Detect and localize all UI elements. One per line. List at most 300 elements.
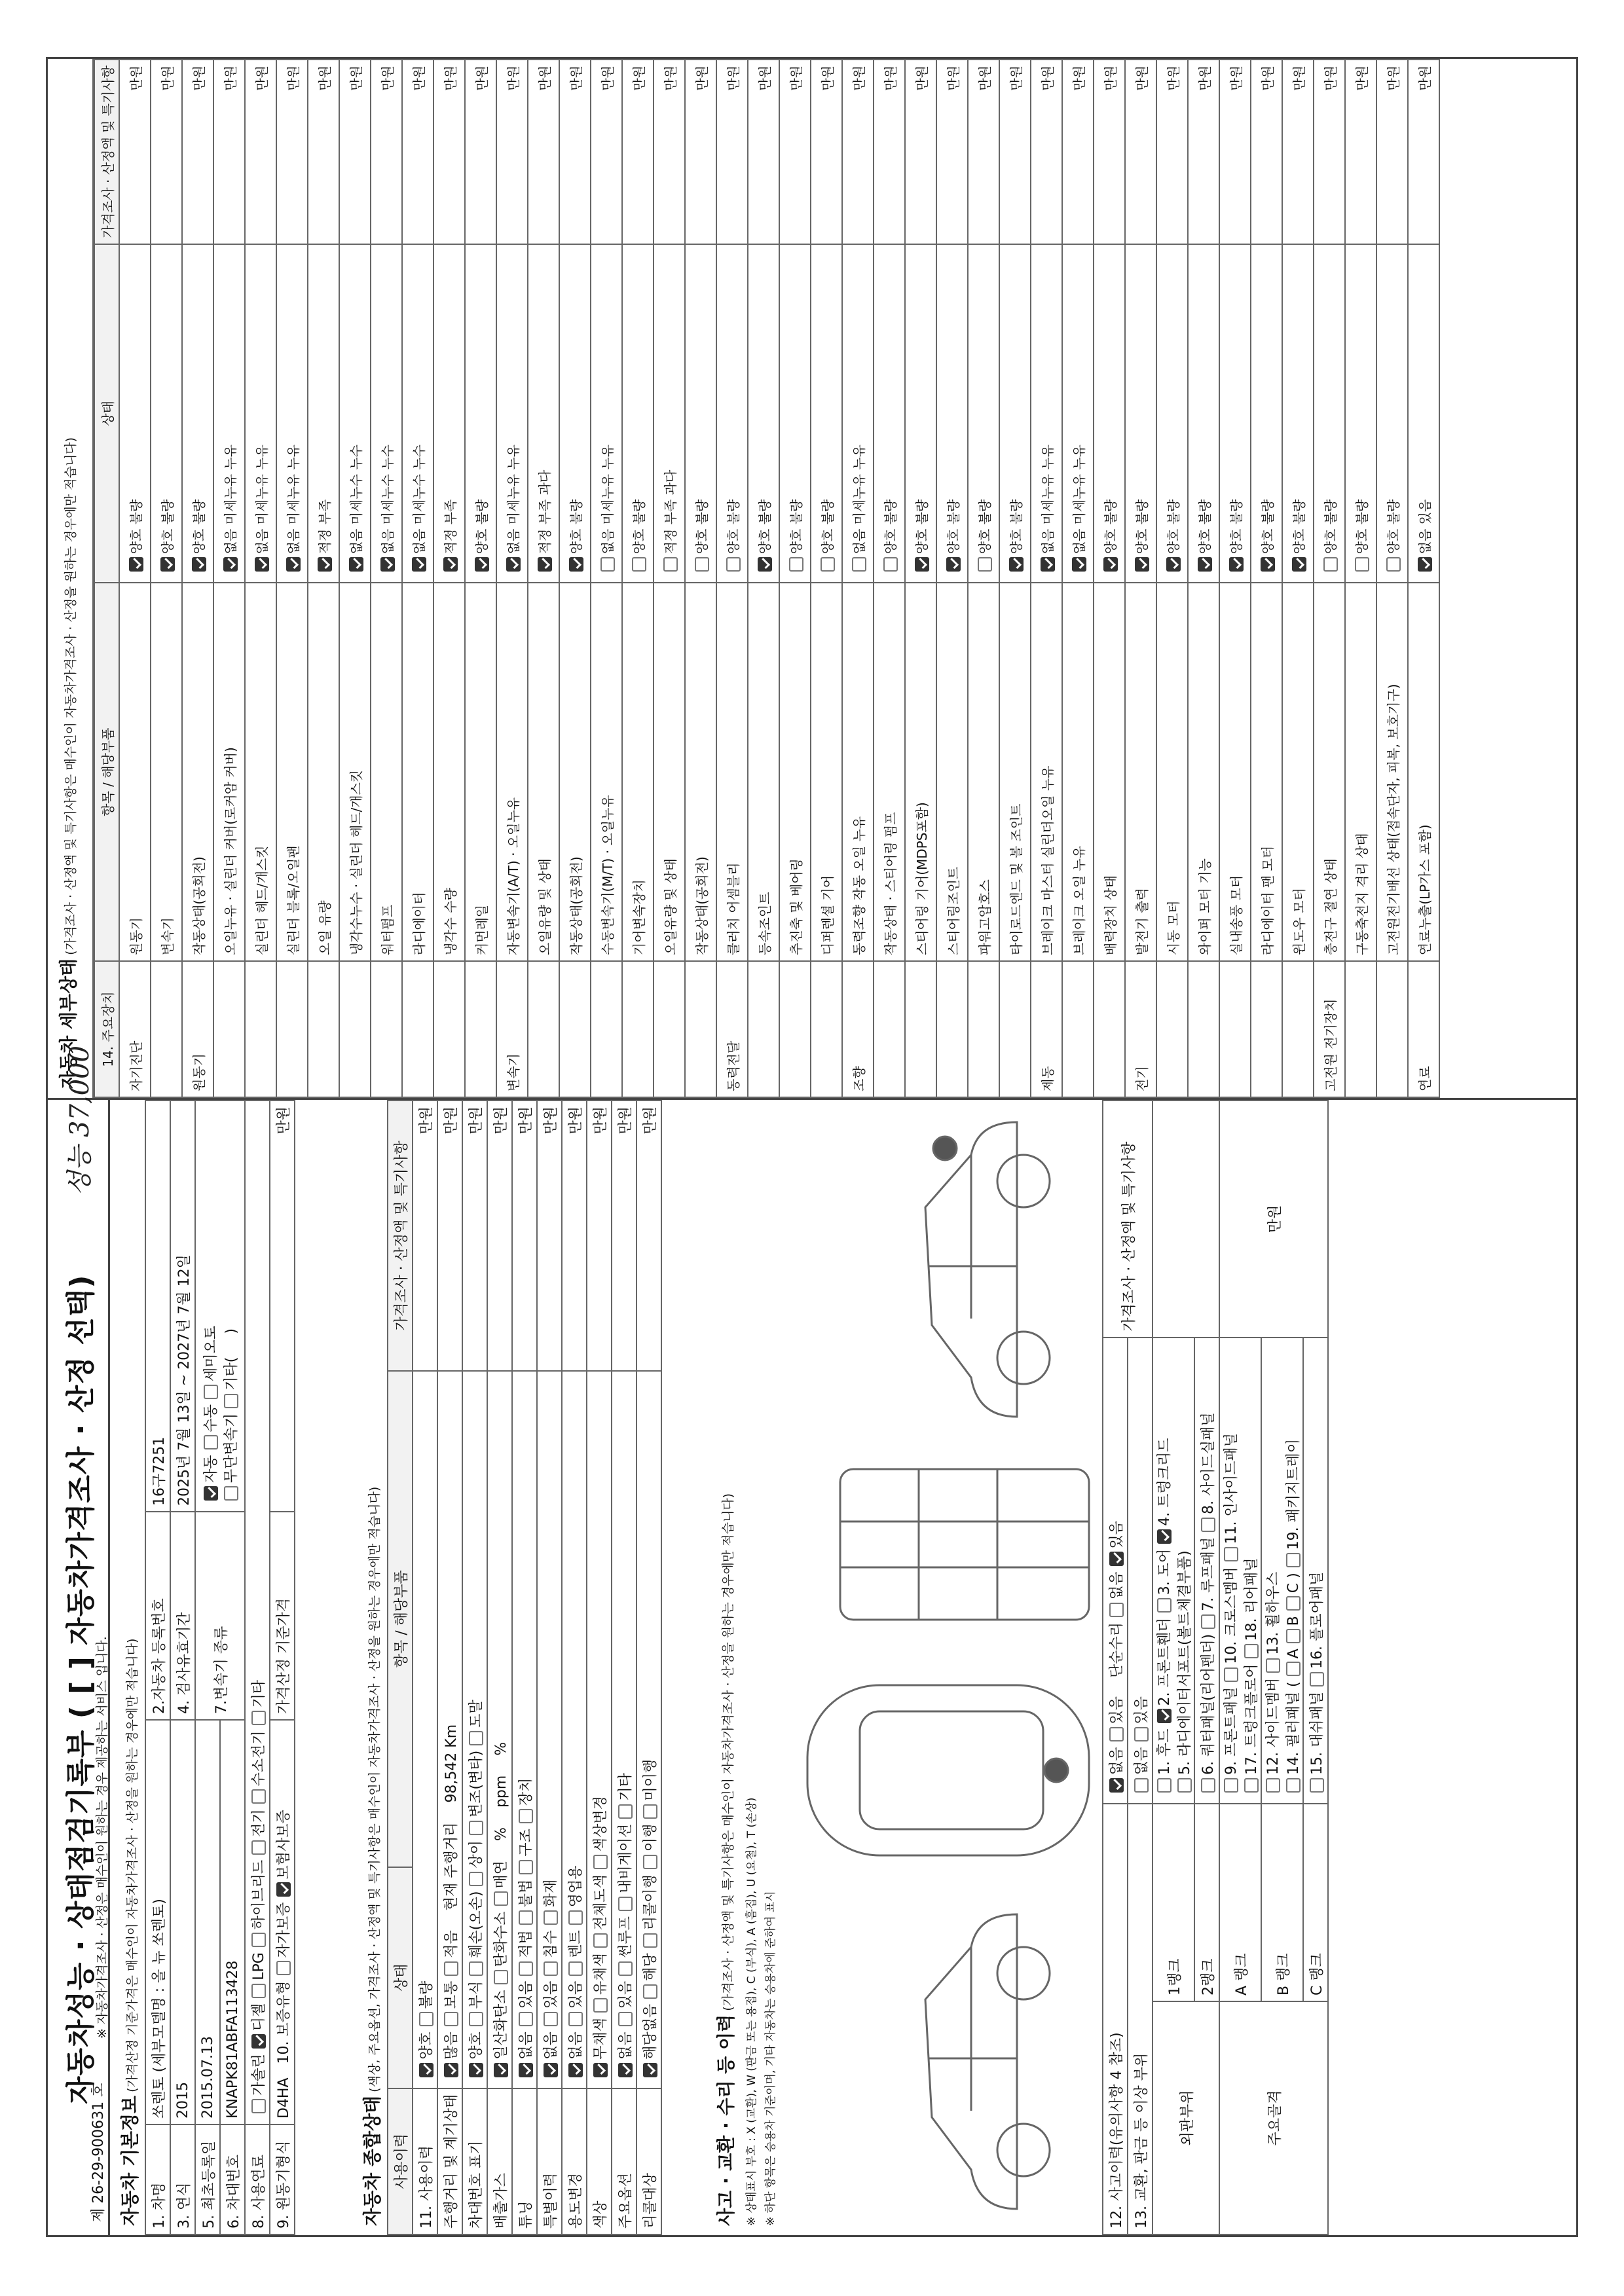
label-vin: 6. 차대번호: [220, 2124, 245, 2234]
label-year: 3. 연식: [170, 2124, 195, 2234]
rankC-parts: [1303, 1338, 1328, 1804]
checkbox-self-warranty[interactable]: [276, 1961, 291, 1975]
checkbox-detail[interactable]: [286, 557, 301, 572]
detail-row: [151, 60, 182, 1097]
fuel-options: [245, 1101, 270, 2124]
detail-unit: 만원: [1156, 60, 1188, 244]
detail-col-price: 가격조사 · 산정액 및 특기사항: [94, 60, 119, 244]
detail-item: 브레이크 오일 누유: [1062, 583, 1094, 961]
overall-row-unit: 만원: [487, 1101, 512, 1371]
checkbox-p15[interactable]: [1310, 1778, 1324, 1793]
detail-group: [1345, 961, 1376, 1097]
checkbox-detail[interactable]: [318, 557, 332, 572]
overall-row: [562, 1101, 587, 2234]
overall-row-options: [562, 1371, 587, 2088]
checkbox-manual[interactable]: [204, 1435, 218, 1449]
checkbox-q12-none[interactable]: [1109, 1778, 1124, 1793]
overall-row-unit: 만원: [537, 1101, 562, 1371]
detail-row: [1062, 60, 1094, 1097]
detail-row: [434, 60, 465, 1097]
p1: 1. 후드: [1156, 1728, 1173, 1775]
field-val: 98,542 Km: [443, 1724, 460, 1803]
detail-unit: 만원: [1188, 60, 1219, 244]
checkbox-detail[interactable]: [412, 557, 426, 572]
detail-group: [1188, 961, 1219, 1097]
detail-state-options: 양호 불량: [1134, 499, 1150, 555]
option-o4: 불법: [517, 1879, 534, 1908]
checkbox-p19[interactable]: [1286, 1553, 1301, 1567]
checkbox-p10[interactable]: [1224, 1667, 1238, 1682]
checkbox-o3[interactable]: [519, 1961, 533, 1976]
checkbox-p13[interactable]: [1266, 1658, 1280, 1673]
checkbox-o2[interactable]: [469, 2012, 483, 2026]
checkbox-o2[interactable]: [544, 2012, 558, 2026]
detail-state-options: 없음 미세누유 누유: [599, 445, 616, 555]
overall-row-options: [437, 1371, 462, 2088]
checkbox-p17[interactable]: [1244, 1778, 1259, 1793]
checkbox-simple-some[interactable]: [1109, 1552, 1124, 1566]
checkbox-detail[interactable]: [1041, 557, 1055, 572]
overall-row-options: [512, 1371, 537, 2088]
q13-answer: [1128, 1338, 1153, 1804]
checkbox-gasoline[interactable]: [251, 2099, 266, 2113]
detail-state-options: 양호 불량: [473, 499, 490, 555]
option-o2: 부식: [468, 1980, 485, 2009]
overall-row-options: [637, 1371, 661, 2088]
checkbox-o3[interactable]: [469, 1961, 483, 1976]
checkbox-o1[interactable]: [593, 2063, 608, 2077]
overall-row-unit: 만원: [637, 1101, 661, 1371]
option-o2: 있음: [517, 1980, 534, 2009]
checkbox-o1[interactable]: [444, 2063, 458, 2077]
detail-col-item: 항목 / 해당부품: [94, 583, 119, 961]
detail-state-options: 없음 미세누수 누수: [379, 445, 396, 555]
detail-item: 연료누출(LP가스 포함): [1408, 583, 1439, 961]
checkbox-detail[interactable]: [946, 557, 961, 572]
checkbox-o3[interactable]: [593, 1933, 608, 1948]
checkbox-simple-none[interactable]: [1109, 1603, 1124, 1617]
checkbox-o3[interactable]: [544, 1961, 558, 1976]
checkbox-o2[interactable]: [494, 1970, 508, 1984]
rankA: A 랭크: [1219, 1804, 1261, 2001]
detail-row: [591, 60, 622, 1097]
detail-state: [528, 244, 559, 583]
checkbox-fuel-other[interactable]: [251, 1711, 266, 1725]
checkbox-detail[interactable]: [255, 557, 269, 572]
option-o4: 내비게이션: [617, 1823, 634, 1893]
detail-group: [213, 961, 245, 1097]
overall-row: [612, 1101, 637, 2234]
detail-row: [874, 60, 905, 1097]
pc: C ): [1285, 1573, 1302, 1594]
checkbox-o5[interactable]: [643, 1804, 657, 1819]
detail-unit: 만원: [968, 60, 999, 244]
checkbox-o2[interactable]: [519, 2012, 533, 2026]
checkbox-detail[interactable]: [569, 557, 583, 572]
checkbox-detail[interactable]: [1261, 557, 1275, 572]
legend-note: ※ 하단 항목은 승용차 기준이며, 기타 자동차는 승용차에 준하여 표시: [764, 1891, 777, 2226]
detail-item: 오일유량 및 상태: [528, 583, 559, 961]
checkbox-p9[interactable]: [1224, 1778, 1238, 1793]
checkbox-detail[interactable]: [758, 557, 772, 572]
detail-unit: 만원: [685, 60, 716, 244]
checkbox-detail[interactable]: [1072, 557, 1086, 572]
detail-state: [1094, 244, 1125, 583]
checkbox-detail[interactable]: [1323, 557, 1338, 572]
checkbox-detail[interactable]: [600, 557, 615, 572]
checkbox-hydrogen[interactable]: [251, 1789, 266, 1804]
checkbox-diesel[interactable]: [251, 2034, 266, 2049]
checkbox-detail[interactable]: [852, 557, 866, 572]
detail-unit: 만원: [308, 60, 339, 244]
checkbox-detail[interactable]: [129, 557, 143, 572]
checkbox-o3[interactable]: [643, 1933, 657, 1948]
detail-item: 커먼레일: [465, 583, 496, 961]
detail-unit: 만원: [1282, 60, 1314, 244]
detail-item: 브레이크 마스터 실린더오일 누유: [1031, 583, 1062, 961]
overall-row: [487, 1101, 512, 2234]
car-name: 쏘렌토 (세부모델명 : 올 뉴 쏘렌토): [145, 1720, 170, 2124]
accident-heading: 사고 · 교환 · 수리 등 이력: [715, 2014, 737, 2226]
q12-label: 12. 사고이력(유의사항 4 참조): [1103, 1804, 1128, 2234]
detail-item: 냉각수 수량: [434, 583, 465, 961]
checkbox-o5[interactable]: [469, 1821, 483, 1835]
detail-item: 작동상태 · 스티어링 펌프: [874, 583, 905, 961]
checkbox-o6[interactable]: [519, 1809, 533, 1823]
checkbox-pb[interactable]: [1286, 1629, 1301, 1643]
detail-group: [1282, 961, 1314, 1097]
detail-state: [559, 244, 591, 583]
checkbox-lpg[interactable]: [251, 1984, 266, 1998]
detail-item: 실린더 블록/오일팬: [276, 583, 308, 961]
detail-unit: 만원: [811, 60, 842, 244]
detail-state-options: 양호 불량: [128, 499, 144, 555]
checkbox-p4[interactable]: [1157, 1529, 1172, 1544]
checkbox-o1[interactable]: [618, 2063, 633, 2077]
checkbox-pa[interactable]: [1286, 1662, 1301, 1676]
checkbox-q12-some[interactable]: [1109, 1727, 1124, 1741]
checkbox-pc[interactable]: [1286, 1596, 1301, 1611]
checkbox-p2[interactable]: [1157, 1709, 1172, 1724]
checkbox-detail[interactable]: [380, 557, 395, 572]
overall-row-label: 용도변경: [562, 2088, 587, 2234]
simple-repair: 단순수리: [1108, 1622, 1125, 1678]
detail-unit: 만원: [276, 60, 308, 244]
checkbox-o1[interactable]: [494, 2063, 508, 2077]
overall-row-options: [612, 1371, 637, 2088]
detail-row: [622, 60, 654, 1097]
checkbox-o2[interactable]: [568, 2012, 583, 2026]
base-price-unit: 만원: [270, 1101, 295, 1512]
detail-group: [936, 961, 968, 1097]
detail-item: 타이로드엔드 및 볼 조인트: [999, 583, 1031, 961]
detail-item: 배력장치 상태: [1094, 583, 1125, 961]
option-o4: 색상변경: [592, 1796, 609, 1852]
checkbox-detail[interactable]: [1386, 557, 1401, 572]
option-o3: 전체도색: [592, 1874, 609, 1931]
opt-gasoline: 가솔린: [250, 2054, 267, 2096]
overall-row-label: 특별이력: [537, 2088, 562, 2234]
checkbox-o2[interactable]: [643, 1984, 657, 1999]
checkbox-auto[interactable]: [204, 1486, 218, 1501]
p17: 17. 트렁크플로어: [1244, 1664, 1260, 1775]
p7: 7. 루프패널: [1200, 1537, 1217, 1611]
checkbox-o2[interactable]: [444, 2012, 458, 2026]
checkbox-detail[interactable]: [663, 557, 678, 572]
checkbox-detail[interactable]: [160, 557, 175, 572]
detail-row: [1031, 60, 1062, 1097]
detail-row: [936, 60, 968, 1097]
p3: 3. 도어: [1156, 1548, 1173, 1595]
checkbox-o4[interactable]: [593, 1855, 608, 1869]
checkbox-o1[interactable]: [469, 2063, 483, 2077]
checkbox-p11[interactable]: [1224, 1548, 1238, 1562]
left-panel: [46, 1098, 1578, 2237]
detail-row: [276, 60, 308, 1097]
checkbox-semi[interactable]: [204, 1385, 218, 1399]
option-o5: 미이행: [642, 1758, 659, 1801]
checkbox-p1[interactable]: [1157, 1778, 1172, 1793]
detail-unit: 만원: [999, 60, 1031, 244]
checkbox-o4[interactable]: [568, 1910, 583, 1925]
checkbox-o1[interactable]: [568, 2063, 583, 2077]
option-o2: 있음: [567, 1980, 584, 2009]
checkbox-p16[interactable]: [1310, 1672, 1324, 1686]
overall-row-unit: 만원: [587, 1101, 612, 1371]
detail-row: [1282, 60, 1314, 1097]
checkbox-detail[interactable]: [1166, 557, 1181, 572]
detail-group: 제동: [1031, 961, 1062, 1097]
detail-state: [213, 244, 245, 583]
checkbox-detail[interactable]: [821, 557, 835, 572]
checkbox-o4[interactable]: [544, 1910, 558, 1925]
detail-state-options: 없음 미세누유 누유: [1039, 445, 1056, 555]
overall-row: [637, 1101, 661, 2234]
overall-row-label: 주행거리 및 계기상태: [437, 2088, 462, 2234]
opt-lpg: LPG: [250, 1952, 267, 1980]
overall-row-label: 차대번호 표기: [462, 2088, 487, 2234]
checkbox-electric[interactable]: [251, 1840, 266, 1855]
service-note: ※ 자동차가격조사 · 산정은 매수인이 원하는 경우 제공하는 서비스 입니다.: [95, 1636, 109, 2039]
checkbox-detail[interactable]: [978, 557, 992, 572]
checkbox-detail[interactable]: [506, 557, 521, 572]
checkbox-o2[interactable]: [593, 1998, 608, 2013]
q13-label: 13. 교환, 판금 등 이상 부위: [1128, 1804, 1153, 2234]
detail-unit: 만원: [842, 60, 874, 244]
checkbox-o6[interactable]: [469, 1731, 483, 1745]
detail-group: [685, 961, 716, 1097]
detail-state-options: 없음 미세누수 누수: [411, 445, 427, 555]
p10: 10. 크로스멤버: [1223, 1567, 1240, 1664]
checkbox-detail[interactable]: [1292, 557, 1306, 572]
checkbox-detail[interactable]: [192, 557, 206, 572]
q12-none: 없음: [1108, 1747, 1125, 1775]
checkbox-o3[interactable]: [568, 1961, 583, 1976]
first-reg: 2015.07.13: [195, 1720, 220, 2124]
checkbox-o1[interactable]: [544, 2063, 558, 2077]
detail-state: [1251, 244, 1282, 583]
detail-item: 파워고압호스: [968, 583, 999, 961]
checkbox-o4[interactable]: [643, 1855, 657, 1869]
checkbox-detail[interactable]: [1103, 557, 1118, 572]
rank2: 2랭크: [1194, 1804, 1219, 2001]
option-o4: 이행: [642, 1823, 659, 1852]
checkbox-o1[interactable]: [643, 2063, 657, 2077]
detail-item: 발전기 출력: [1125, 583, 1156, 961]
detail-item: 디퍼렌셜 기어: [811, 583, 842, 961]
car-top-drawing: [807, 1685, 1089, 1855]
p12: 12. 사이드멤버: [1265, 1677, 1282, 1775]
checkbox-detail[interactable]: [695, 557, 709, 572]
detail-state: [654, 244, 685, 583]
detail-state-options: 양호 불량: [1008, 499, 1024, 555]
checkbox-p5[interactable]: [1177, 1778, 1192, 1793]
checkbox-detail[interactable]: [1418, 557, 1432, 572]
rankA-parts: [1219, 1338, 1261, 1804]
detail-group: 원동기: [182, 961, 213, 1097]
overall-heading: 자동차 종합상태: [361, 2095, 383, 2226]
checkbox-detail[interactable]: [475, 557, 489, 572]
option-o6: 장치: [517, 1777, 534, 1806]
detail-unit: 만원: [119, 60, 151, 244]
checkbox-o1[interactable]: [519, 2063, 533, 2077]
checkbox-p6[interactable]: [1201, 1778, 1215, 1793]
checkbox-o1[interactable]: [419, 2063, 434, 2077]
checkbox-detail[interactable]: [1009, 557, 1024, 572]
label-inspection: 4. 검사유효기간: [170, 1512, 195, 1720]
checkbox-p7[interactable]: [1201, 1614, 1215, 1629]
detail-item: 시동 모터: [1156, 583, 1188, 961]
car-diagram-area: [781, 1109, 1096, 2222]
overall-row-unit: 만원: [413, 1101, 437, 1371]
label-first-reg: 5. 최초등록일: [195, 2124, 220, 2234]
label-engine: 9. 원동기형식: [270, 2124, 295, 2234]
detail-unit: 만원: [1125, 60, 1156, 244]
detail-group: [434, 961, 465, 1097]
checkbox-detail[interactable]: [538, 557, 552, 572]
field-p2: ppm: [492, 1775, 509, 1808]
detail-state: [151, 244, 182, 583]
checkbox-o3[interactable]: [618, 1961, 633, 1976]
checkbox-o2[interactable]: [618, 2012, 633, 2026]
detail-state: [434, 244, 465, 583]
checkbox-detail[interactable]: [726, 557, 741, 572]
checkbox-p14[interactable]: [1286, 1778, 1301, 1793]
p13: 13. 휠하우스: [1265, 1571, 1282, 1655]
checkbox-detail[interactable]: [223, 557, 238, 572]
detail-state-options: 양호 불량: [191, 499, 207, 555]
detail-row: [213, 60, 245, 1097]
checkbox-detail[interactable]: [1135, 557, 1149, 572]
legend-codes: ※ 상태표시 부호 : X (교환), W (판금 또는 용접), C (부식), A (흠집), U (요철), T (손상): [745, 1797, 758, 2226]
detail-group: [339, 961, 371, 1097]
detail-group: [1094, 961, 1125, 1097]
label-transmission: 7.변속기 종류: [195, 1512, 245, 1720]
q12-answer: [1103, 1338, 1128, 1804]
p9: 9. 프론트패널: [1223, 1686, 1240, 1775]
checkbox-o5[interactable]: [519, 1860, 533, 1874]
checkbox-cvt[interactable]: [224, 1486, 238, 1501]
detail-state: [339, 244, 371, 583]
detail-group: [968, 961, 999, 1097]
checkbox-o4[interactable]: [519, 1910, 533, 1925]
checkbox-detail[interactable]: [1229, 557, 1244, 572]
checkbox-o3[interactable]: [444, 1961, 458, 1976]
detail-group: [465, 961, 496, 1097]
detail-group: [402, 961, 434, 1097]
detail-state: [1408, 244, 1439, 583]
checkbox-detail[interactable]: [632, 557, 646, 572]
car-diagrams-svg: [781, 1109, 1096, 2222]
option-o3: 침수: [542, 1930, 559, 1958]
checkbox-detail[interactable]: [789, 557, 803, 572]
detail-item: 충전구 절연 상태: [1314, 583, 1345, 961]
opt-auto: 자동: [203, 1455, 219, 1483]
detail-unit: 만원: [654, 60, 685, 244]
checkbox-detail[interactable]: [883, 557, 898, 572]
checkbox-insurance-warranty[interactable]: [276, 1882, 291, 1897]
detail-group: [779, 961, 811, 1097]
overall-row-options: [487, 1371, 512, 2088]
opt-hybrid: 하이브리드: [250, 1859, 267, 1930]
basic-table: [145, 1100, 295, 2235]
checkbox-o3[interactable]: [494, 1891, 508, 1906]
checkbox-hybrid[interactable]: [251, 1933, 266, 1947]
checkbox-q13-none[interactable]: [1134, 1778, 1149, 1793]
detail-unit: 만원: [182, 60, 213, 244]
option-o2: 불량: [418, 1980, 435, 2009]
checkbox-p12[interactable]: [1266, 1778, 1280, 1793]
checkbox-detail[interactable]: [349, 557, 363, 572]
detail-item: 고전원전기배선 상태(접속단자, 피복, 보호기구): [1376, 583, 1408, 961]
detail-row: [1314, 60, 1345, 1097]
rank1: 1랭크: [1153, 1804, 1194, 2001]
checkbox-o4[interactable]: [469, 1872, 483, 1886]
detail-item: 냉각수누수 · 실린더 헤드/개스킷: [339, 583, 371, 961]
checkbox-detail[interactable]: [915, 557, 929, 572]
option-o4: 영업용: [567, 1865, 584, 1908]
checkbox-o4[interactable]: [618, 1897, 633, 1911]
checkbox-p18[interactable]: [1244, 1645, 1259, 1659]
detail-col-state: 상태: [94, 244, 119, 583]
detail-state-options: 없음 미세누수 누수: [348, 445, 364, 555]
checkbox-other[interactable]: [224, 1394, 238, 1408]
checkbox-detail[interactable]: [1198, 557, 1212, 572]
checkbox-detail[interactable]: [1355, 557, 1369, 572]
overall-sub: (색상, 주요옵션, 가격조사 · 산정액 및 특기사항은 매수인이 자동차가격조사 · 산정을 원하는 경우에만 적습니다): [367, 1486, 382, 2092]
option-o1: 없음: [542, 2032, 559, 2060]
detail-group: [999, 961, 1031, 1097]
checkbox-o5[interactable]: [618, 1804, 633, 1819]
checkbox-p3[interactable]: [1157, 1598, 1172, 1613]
checkbox-q13-some[interactable]: [1134, 1727, 1149, 1741]
option-o2: 탄화수소: [492, 1911, 509, 1967]
detail-unit: 만원: [1219, 60, 1251, 244]
frame-label: 주요골격: [1219, 2001, 1328, 2234]
p18: 18. 리어패널: [1244, 1558, 1260, 1641]
detail-state-options: 없음 미세누유 누유: [253, 445, 270, 555]
pb: B: [1285, 1616, 1302, 1626]
detail-group: 고전원 전기장치: [1314, 961, 1345, 1097]
checkbox-o2[interactable]: [419, 2012, 434, 2026]
overall-row-options: [462, 1371, 487, 2088]
accident-sub: (가격조사 · 산정액 및 특기사항은 매수인이 자동차가격조사 · 산정을 원하는 경우에만 적습니다): [721, 1493, 735, 2011]
option-o2: 해당: [642, 1953, 659, 1981]
checkbox-detail[interactable]: [443, 557, 458, 572]
checkbox-p8[interactable]: [1201, 1518, 1215, 1532]
overall-row-label: 리콜대상: [637, 2088, 661, 2234]
inspection-period: 2025년 7월 13일 ~ 2027년 7월 12일: [170, 1101, 195, 1512]
